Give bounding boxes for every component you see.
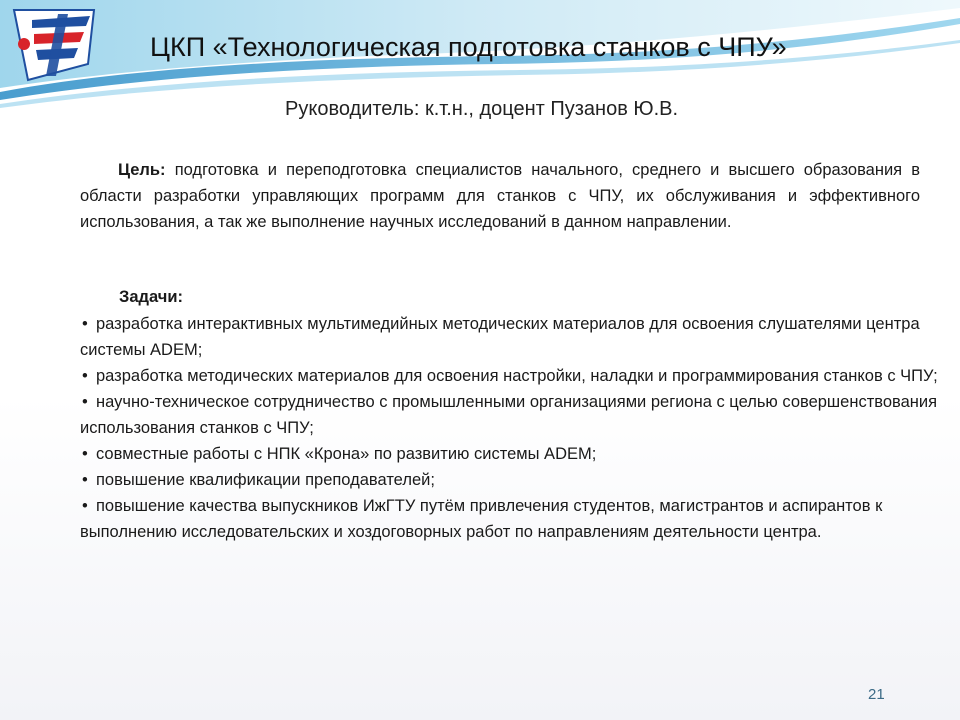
tasks-list [80,311,950,545]
bullet-marker: • [82,471,88,489]
list-item [80,311,950,363]
bullet-marker: • [82,315,88,333]
bullet-marker: • [82,497,88,515]
goal-label: Цель: [118,161,166,179]
university-emblem-icon [8,4,100,86]
task-text: научно-техническое сотрудничество с промышленными организациями региона с целью совершенствования использования станков с ЧПУ; [80,393,938,437]
list-item [80,467,950,493]
bullet-marker: • [82,393,88,411]
task-text: совместные работы с НПК «Крона» по развитию системы ADEM; [96,445,597,463]
list-item [80,493,950,545]
tasks-heading: Задачи: [119,288,183,306]
slide-subtitle-head: Руководитель: к.т.н., доцент Пузанов Ю.В. [285,98,679,120]
task-text: повышение квалификации преподавателей; [96,471,435,489]
page-number: 21 [868,686,885,703]
list-item [80,441,950,467]
bullet-marker: • [82,445,88,463]
bullet-marker: • [82,367,88,385]
task-text: разработка интерактивных мультимедийных методических материалов для освоения слушателями центра системы ADEM; [80,315,920,359]
list-item [80,389,950,441]
task-text: повышение качества выпускников ИжГТУ путём привлечения студентов, магистрантов и аспирантов к выполнению исследовательских и хоздоговорных работ по направлениям деятельности центра. [80,497,883,541]
slide-title: ЦКП «Технологическая подготовка станков с ЧПУ» [150,32,787,62]
goal-paragraph [80,157,920,235]
list-item [80,363,950,389]
goal-text: подготовка и переподготовка специалистов начального, среднего и высшего образования в области разработки управляющих программ для станков с ЧПУ, их обслуживания и эффективного использования, а так же выполнение научных исследований в данном направлении. [80,161,920,231]
task-text: разработка методических материалов для освоения настройки, наладки и программирования станков с ЧПУ; [96,367,938,385]
